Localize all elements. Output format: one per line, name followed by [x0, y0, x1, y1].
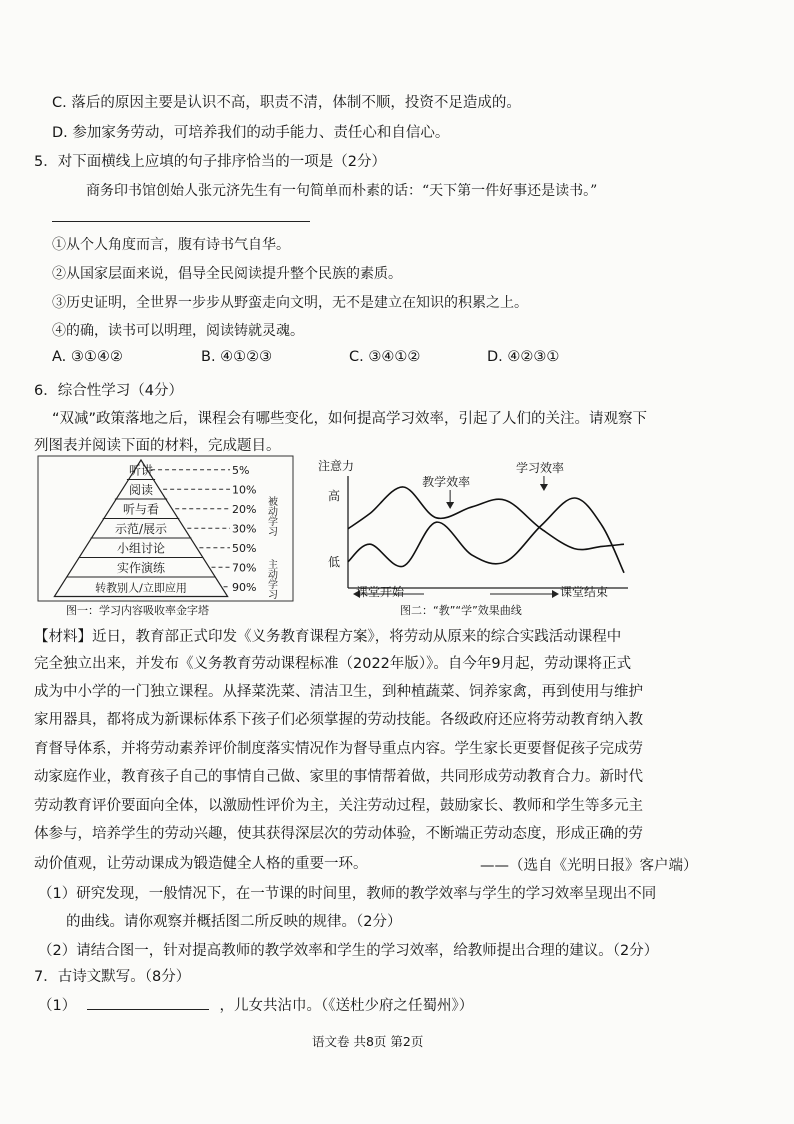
material-line: 成为中小学的一门独立课程。从择菜洗菜、清洁卫生，到种植蔬菜、饲养家禽，再到使用与维护 [34, 684, 643, 700]
q4-option-c: C. 落后的原因主要是认识不高，职责不清，体制不顺，投资不足造成的。 [52, 95, 521, 111]
figure-2-caption: 图二：“教”“学”效果曲线 [400, 604, 522, 617]
x-end-label: 课堂结束 [560, 585, 609, 599]
q5-sentence-3: ③历史证明，全世界一步步从野蛮走向文明，无不是建立在知识的积累之上。 [52, 295, 528, 311]
figure-1-pyramid [36, 454, 298, 618]
material-line: 【材料】近日，教育部正式印发《义务教育课程方案》，将劳动从原来的综合实践活动课程中 [34, 629, 622, 645]
q7-line-1 [38, 994, 473, 1015]
pyramid-layer-label: 转教别人/立即应用 [95, 581, 187, 595]
pyramid-value-label: 30% [232, 522, 257, 536]
group-label-active: 主动学习 [265, 559, 277, 599]
material-line: 动家庭作业，教育孩子自己的事情自己做、家里的事情帮着做，共同形成劳动教育合力。新时代 [34, 769, 643, 785]
material-line: 劳动教育评价要面向全体，以激励性评价为主，关注劳动过程，鼓励家长、教师和学生等多元主 [34, 798, 643, 814]
q7-line-1-text: ，儿女共沾巾。（《送杜少府之任蜀州》） [219, 998, 474, 1014]
y-tick-high: 高 [328, 489, 341, 503]
pyramid-value-label: 10% [232, 483, 257, 497]
figure-1-caption: 图一：学习内容吸收率金字塔 [66, 604, 209, 617]
pyramid-value-label: 5% [232, 463, 250, 477]
q4-option-d: D. 参加家务劳动，可培养我们的动手能力、责任心和自信心。 [52, 125, 450, 141]
annotation-learning: 学习效率 [515, 461, 564, 475]
q5-sentence-4: ④的确，读书可以明理，阅读铸就灵魂。 [52, 323, 304, 339]
q7-answer-blank-1[interactable] [87, 995, 209, 1010]
q6-title: 6．综合性学习（4分） [34, 383, 183, 399]
q5-answer-blank[interactable] [52, 221, 310, 222]
material-line: 体参与，培养学生的劳动兴趣，使其获得深层次的劳动体验，不断端正劳动态度，形成正确的劳 [34, 826, 643, 842]
q7-line-1-number: （1） [38, 998, 77, 1014]
pyramid-layer-label: 阅读 [128, 482, 154, 497]
material-source: ——（选自《光明日报》客户端） [480, 858, 698, 874]
pyramid-value-label: 20% [232, 502, 257, 516]
pyramid-layer-label: 实作演练 [116, 560, 166, 575]
y-tick-low: 低 [328, 555, 341, 569]
group-label-passive: 被动学习 [265, 496, 277, 536]
q6-sub2: （2）请结合图一，针对提高教师的教学效率和学生的学习效率，给教师提出合理的建议。（2分） [38, 943, 659, 959]
annotation-teaching: 教学效率 [422, 475, 471, 489]
q5-quote: 商务印书馆创始人张元济先生有一句简单而朴素的话：“天下第一件好事还是读书。” [86, 183, 598, 199]
pyramid-layer-label: 小组讨论 [116, 541, 166, 556]
pyramid-layer-label: 示范/展示 [114, 521, 168, 536]
series-learning-efficiency [348, 498, 624, 573]
pyramid-layer-label: 听与看 [122, 502, 160, 517]
q5-option-d: D. ④②③① [487, 349, 560, 365]
q6-sub1-line-2: 的曲线。请你观察并概括图二所反映的规律。（2分） [66, 914, 402, 930]
q5-option-b: B. ④①②③ [201, 349, 273, 365]
pyramid-value-label: 50% [232, 541, 257, 555]
material-line: 家用器具，都将成为新课标体系下孩子们必须掌握的劳动技能。各级政府还应将劳动教育纳入教 [34, 712, 643, 728]
q5-sentence-2: ②从国家层面来说，倡导全民阅读提升整个民族的素质。 [52, 266, 402, 282]
q7-title: 7．古诗文默写。（8分） [34, 969, 191, 985]
q5-stem: 5．对下面横线上应填的句子排序恰当的一项是（2分） [34, 154, 386, 170]
figure-2-curves [312, 454, 642, 618]
q5-option-c: C. ③④①② [349, 349, 421, 365]
q6-intro-line-1: “双减”政策落地之后，课程会有哪些变化，如何提高学习效率，引起了人们的关注。请观察下 [52, 411, 648, 427]
page-footer: 语文卷 共8页 第2页 [312, 1034, 424, 1049]
x-start-label: 课堂开始 [356, 585, 405, 599]
pyramid-layer-label: 听讲 [128, 463, 154, 478]
pyramid-value-label: 90% [232, 580, 257, 594]
q6-intro-line-2: 列图表并阅读下面的材料，完成题目。 [34, 438, 281, 454]
q5-sentence-1: ①从个人角度而言，腹有诗书气自华。 [52, 237, 290, 253]
y-axis-label: 注意力 [318, 459, 355, 473]
q5-option-a: A. ③①④② [52, 349, 123, 365]
material-line: 育督导体系，并将劳动素养评价制度落实情况作为督导重点内容。学生家长更要督促孩子完成劳 [34, 741, 643, 757]
pyramid-value-label: 70% [232, 561, 257, 575]
series-teaching-efficiency [348, 487, 624, 550]
material-line: 动价值观，让劳动课成为锻造健全人格的重要一环。 [34, 856, 368, 872]
q6-sub1-line-1: （1）研究发现，一般情况下，在一节课的时间里，教师的教学效率与学生的学习效率呈现出不同 [38, 886, 657, 902]
material-line: 完全独立出来，并发布《义务教育劳动课程标准（2022年版）》。自今年9月起，劳动课将正式 [34, 656, 632, 672]
